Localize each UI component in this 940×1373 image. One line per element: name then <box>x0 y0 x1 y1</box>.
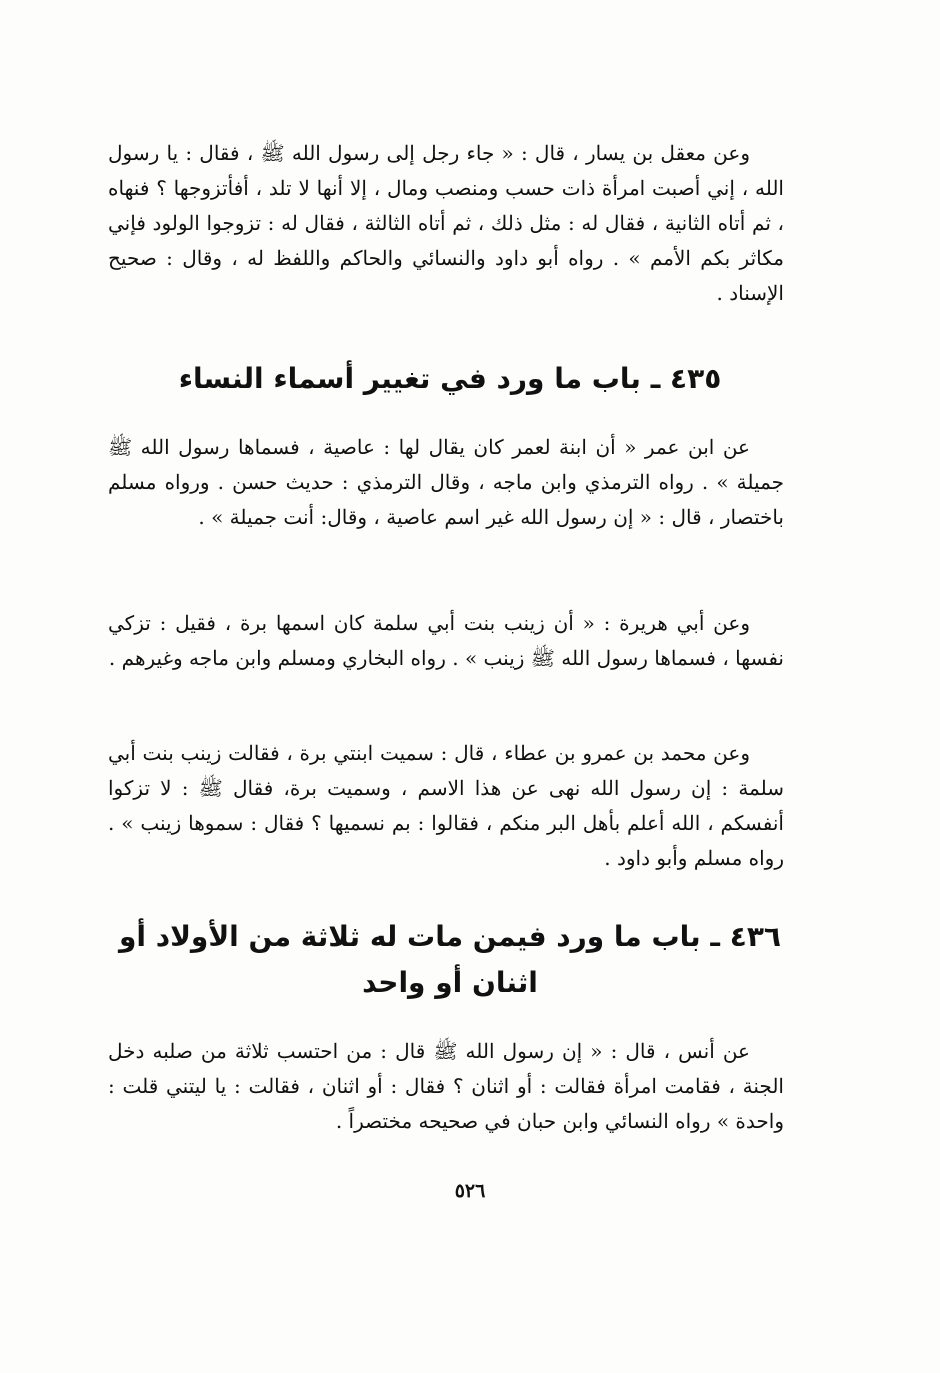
hadith-paragraph-ibn-umar <box>108 430 784 535</box>
paragraph-text: عن ابن عمر « أن ابنة لعمر كان يقال لها : عاصية ، فسماها رسول الله ﷺ جميلة » . رواه الترمذي وابن ماجه ، وقال الترمذي : حديث حسن . ورواه مسلم باختصار ، قال : « إن رسول الله غير اسم عاصية ، وقال: أنت جميلة » . <box>108 435 784 529</box>
paragraph-text: عن أنس ، قال : « إن رسول الله ﷺ قال : من احتسب ثلاثة من صلبه دخل الجنة ، فقامت امرأة فقالت : أو اثنان ؟ فقال : أو اثنان ، فقالت : يا ليتني قلت : واحدة » رواه النسائي وابن حبان في صحيحه مختصراً . <box>108 1039 784 1133</box>
paragraph-text: وعن أبي هريرة : « أن زينب بنت أبي سلمة كان اسمها برة ، فقيل : تزكي نفسها ، فسماها رسول الله ﷺ زينب » . رواه البخاري ومسلم وابن ماجه وغيرهم . <box>108 611 784 670</box>
page-number: ٥٢٦ <box>454 1180 486 1202</box>
hadith-paragraph-abu-hurayra <box>108 606 784 676</box>
paragraph-text: وعن معقل بن يسار ، قال : « جاء رجل إلى رسول الله ﷺ ، فقال : يا رسول الله ، إني أصبت امرأة ذات حسب ومنصب ومال ، إلا أنها لا تلد ، أفأتزوجها ؟ فنهاه ، ثم أتاه الثانية ، فقال له : مثل ذلك ، ثم أتاه الثالثة ، فقال له : تزوجوا الولود فإني مكاثر بكم الأمم » . رواه أبو داود والنسائي والحاكم واللفظ له ، وقال : صحيح الإسناد . <box>108 141 784 305</box>
hadith-paragraph-maqil <box>108 136 784 311</box>
hadith-paragraph-muhammad-ibn-amr <box>108 736 784 876</box>
paragraph-text: وعن محمد بن عمرو بن عطاء ، قال : سميت ابنتي برة ، فقالت زينب بنت أبي سلمة : إن رسول الله نهى عن هذا الاسم ، وسميت برة، فقال ﷺ : لا تزكوا أنفسكم ، الله أعلم بأهل البر منكم ، فقالوا : بم نسميها ؟ فقال : سموها زينب » . رواه مسلم وأبو داود . <box>108 741 784 870</box>
chapter-heading-436: ٤٣٦ ـ باب ما ورد فيمن مات له ثلاثة من الأولاد أو اثنان أو واحد <box>118 920 782 999</box>
hadith-paragraph-anas <box>108 1034 784 1139</box>
chapter-heading-435: ٤٣٥ ـ باب ما ورد في تغيير أسماء النساء <box>178 362 722 395</box>
